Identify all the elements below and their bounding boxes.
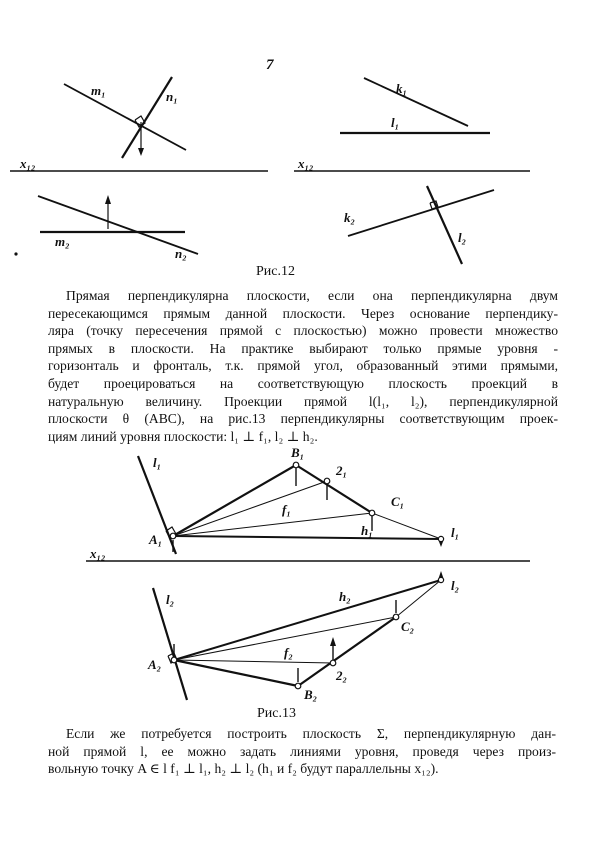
side-A2B2 [174, 660, 298, 686]
label-m2: m₂ [55, 234, 70, 249]
label-h2: h₂ [339, 589, 351, 604]
paragraph-1-line: будет проецироваться на соответствующую плоскость проекций в [48, 375, 558, 391]
paragraph-1-line: Прямая перпендикулярна плоскости, если она перпендикулярна двум [66, 288, 558, 303]
label-n1: n₁ [166, 89, 178, 104]
point-l1 [438, 536, 443, 541]
label-x12: x₁₂ [90, 546, 106, 561]
label-l1: l₁ [153, 455, 162, 470]
label-h1: h₁ [361, 523, 373, 538]
point-A2 [171, 657, 177, 663]
label-l2-point: l₂ [451, 578, 460, 593]
paragraph-1-line: плоскости θ (ABC), на рис.13 перпендикулярны соответствующим проек- [48, 411, 558, 427]
extension-l2-C2 [396, 580, 441, 617]
label-x12-right: x₁₂ [298, 156, 314, 171]
label-A2: A₂ [148, 657, 162, 672]
label-B1: B₁ [291, 445, 305, 460]
label-n2: n₂ [175, 246, 187, 261]
page-number: 7 [266, 57, 274, 73]
label-l2: l₂ [166, 592, 175, 607]
label-l1: l₁ [391, 115, 400, 130]
frontal-f2 [174, 660, 333, 663]
point-B1 [293, 462, 299, 468]
paragraph-2-line: Если же потребуется построить плоскость Σ, перпендикулярную дан- [66, 726, 556, 741]
paragraph-1-line: циям линий уровня плоскости: l₁ ⊥ f₁, l₂ ⊥ h₂. [48, 428, 318, 444]
label-l1-point: l₁ [451, 525, 460, 540]
label-l2: l₂ [458, 230, 467, 245]
extension-C1-l1 [372, 513, 441, 539]
label-x12-left: x₁₂ [20, 156, 36, 171]
fig12-caption: Рис.12 [256, 264, 295, 279]
side-B1C1 [296, 465, 372, 513]
horizontal-h1 [173, 536, 441, 539]
label-k2: k₂ [344, 210, 356, 225]
label-f2: f₂ [284, 645, 293, 660]
fig13-caption: Рис.13 [257, 706, 296, 721]
label-2-1: 2₁ [336, 463, 348, 478]
point-A1 [170, 533, 176, 539]
paragraph-2-line: вольную точку A ∈ l f₁ ⊥ l₁, h₂ ⊥ l₂ (h₁ и f₂ будут параллельны x₁₂). [48, 761, 439, 777]
side-A1C1 [173, 513, 372, 536]
point-2-1 [324, 478, 330, 484]
paragraph-2 [48, 725, 556, 778]
label-A1: A₁ [149, 532, 163, 547]
label-f1: f₁ [282, 502, 291, 517]
point-C1 [369, 510, 375, 516]
point-l2 [438, 577, 443, 582]
paragraph-1-line: ляра (точку пересечения прямой с плоскостью) можно провести множество [48, 323, 558, 339]
point-B2 [295, 683, 301, 689]
label-m1: m₁ [91, 83, 106, 98]
label-C2: C₂ [401, 619, 415, 634]
paragraph-1-line: прямых в плоскости. На практике выбирают только прямые уровня - [48, 340, 558, 356]
point-C2 [393, 614, 399, 620]
label-B2: B₂ [304, 687, 318, 702]
label-C1: C₁ [391, 494, 405, 509]
paragraph-1-line: горизонталь и фронталь, т.к. прямой угол, образованный этими прямыми, [48, 358, 558, 374]
label-2-2: 2₂ [336, 668, 348, 683]
paragraph-2-line: ной прямой l, ее можно задать линиями уровня, проведя через произ- [48, 743, 556, 759]
label-k1: k₁ [396, 81, 408, 96]
paragraph-1-line: натуральную величину. Проекции прямой l(l₁, l₂), перпендикулярной [48, 393, 558, 409]
side-A1B1 [173, 465, 296, 536]
frontal-f1 [173, 481, 327, 536]
paragraph-1-line: пересекающимся прямым данной плоскости. Через основание перпендику- [48, 305, 558, 321]
point-2-2 [330, 660, 336, 666]
arrow-up-icon [330, 637, 336, 646]
